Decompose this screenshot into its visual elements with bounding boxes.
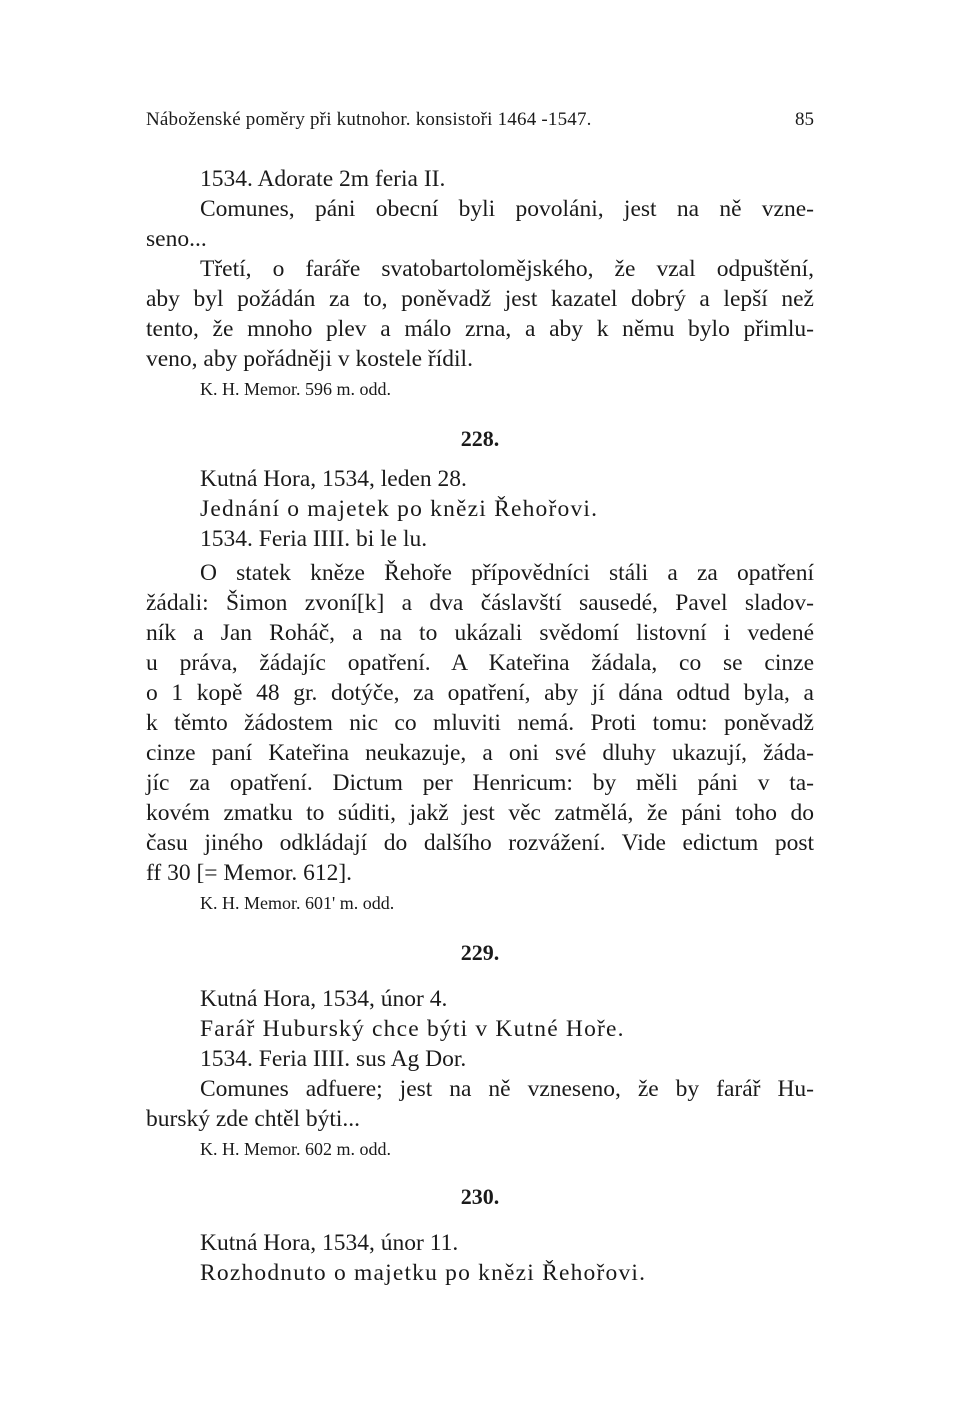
source-citation: K. H. Memor. 596 m. odd.: [200, 379, 391, 399]
entry-date-line: 1534. Feria IIII. bi le lu.: [200, 526, 428, 552]
paragraph-line: času jiného odkládají do dalšího rozvážení. Vide edictum post: [146, 830, 814, 856]
paragraph-line: o 1 kopě 48 gr. dotýče, za opatření, aby jí dána odtud byla, a: [146, 680, 814, 706]
entry-heading: Rozhodnuto o majetku po knězi Řehořovi.: [200, 1260, 647, 1286]
paragraph-line: O statek kněze Řehoře přípovědníci stáli a za opatření: [200, 560, 814, 586]
entry-number: 228.: [460, 426, 500, 451]
entry-number: 229.: [460, 940, 500, 965]
entry-heading: Jednání o majetek po knězi Řehořovi.: [200, 496, 599, 522]
entry-date-line: 1534. Adorate 2m feria II.: [200, 166, 446, 192]
paragraph-line: Třetí, o faráře svatobartolomějského, že vzal odpuštění,: [200, 256, 814, 282]
page-number: 85: [795, 109, 814, 130]
paragraph-line: tento, že mnoho plev a málo zrna, a aby k němu bylo přimlu-: [146, 316, 814, 342]
paragraph-line: aby byl požádán za to, poněvadž jest kazatel dobrý a lepší než: [146, 286, 814, 312]
paragraph-line: k těmto žádostem nic co mluviti nemá. Proti tomu: poněvadž: [146, 710, 814, 736]
paragraph-line: veno, aby pořádněji v kostele řídil.: [146, 346, 473, 372]
paragraph-line: jíc za opatření. Dictum per Henricum: by měli páni v ta-: [146, 770, 814, 796]
source-citation: K. H. Memor. 601' m. odd.: [200, 893, 395, 913]
entry-heading: Farář Huburský chce býti v Kutné Hoře.: [200, 1016, 625, 1042]
entry-place-date: Kutná Hora, 1534, únor 11.: [200, 1230, 459, 1256]
paragraph-line: kovém zmatku to súditi, jakž jest věc zatmělá, že páni toho do: [146, 800, 814, 826]
paragraph-line: burský zde chtěl býti...: [146, 1106, 361, 1132]
paragraph-line: Comunes, páni obecní byli povoláni, jest na ně vzne-: [200, 196, 814, 222]
entry-date-line: 1534. Feria IIII. sus Ag Dor.: [200, 1046, 467, 1072]
paragraph-line: Comunes adfuere; jest na ně vzneseno, že by farář Hu-: [200, 1076, 814, 1102]
running-title: Náboženské poměry při kutnohor. konsistoři 1464 -1547.: [146, 109, 592, 130]
paragraph-line: ník a Jan Roháč, a na to ukázali svědomí listovní i vedené: [146, 620, 814, 646]
paragraph-line: seno...: [146, 226, 207, 252]
entry-place-date: Kutná Hora, 1534, únor 4.: [200, 986, 448, 1012]
entry-place-date: Kutná Hora, 1534, leden 28.: [200, 466, 467, 492]
paragraph-line: cinze paní Kateřina neukazuje, a oni své dluhy ukazují, žáda-: [146, 740, 814, 766]
source-citation: K. H. Memor. 602 m. odd.: [200, 1139, 391, 1159]
paragraph-line: žádali: Šimon zvoní[k] a dva čáslavští sausedé, Pavel sladov-: [146, 590, 814, 616]
entry-number: 230.: [460, 1184, 500, 1209]
paragraph-line: ff 30 [= Memor. 612].: [146, 860, 353, 886]
running-header: [146, 106, 814, 134]
paragraph-line: u práva, žádajíc opatření. A Kateřina žádala, co se cinze: [146, 650, 814, 676]
